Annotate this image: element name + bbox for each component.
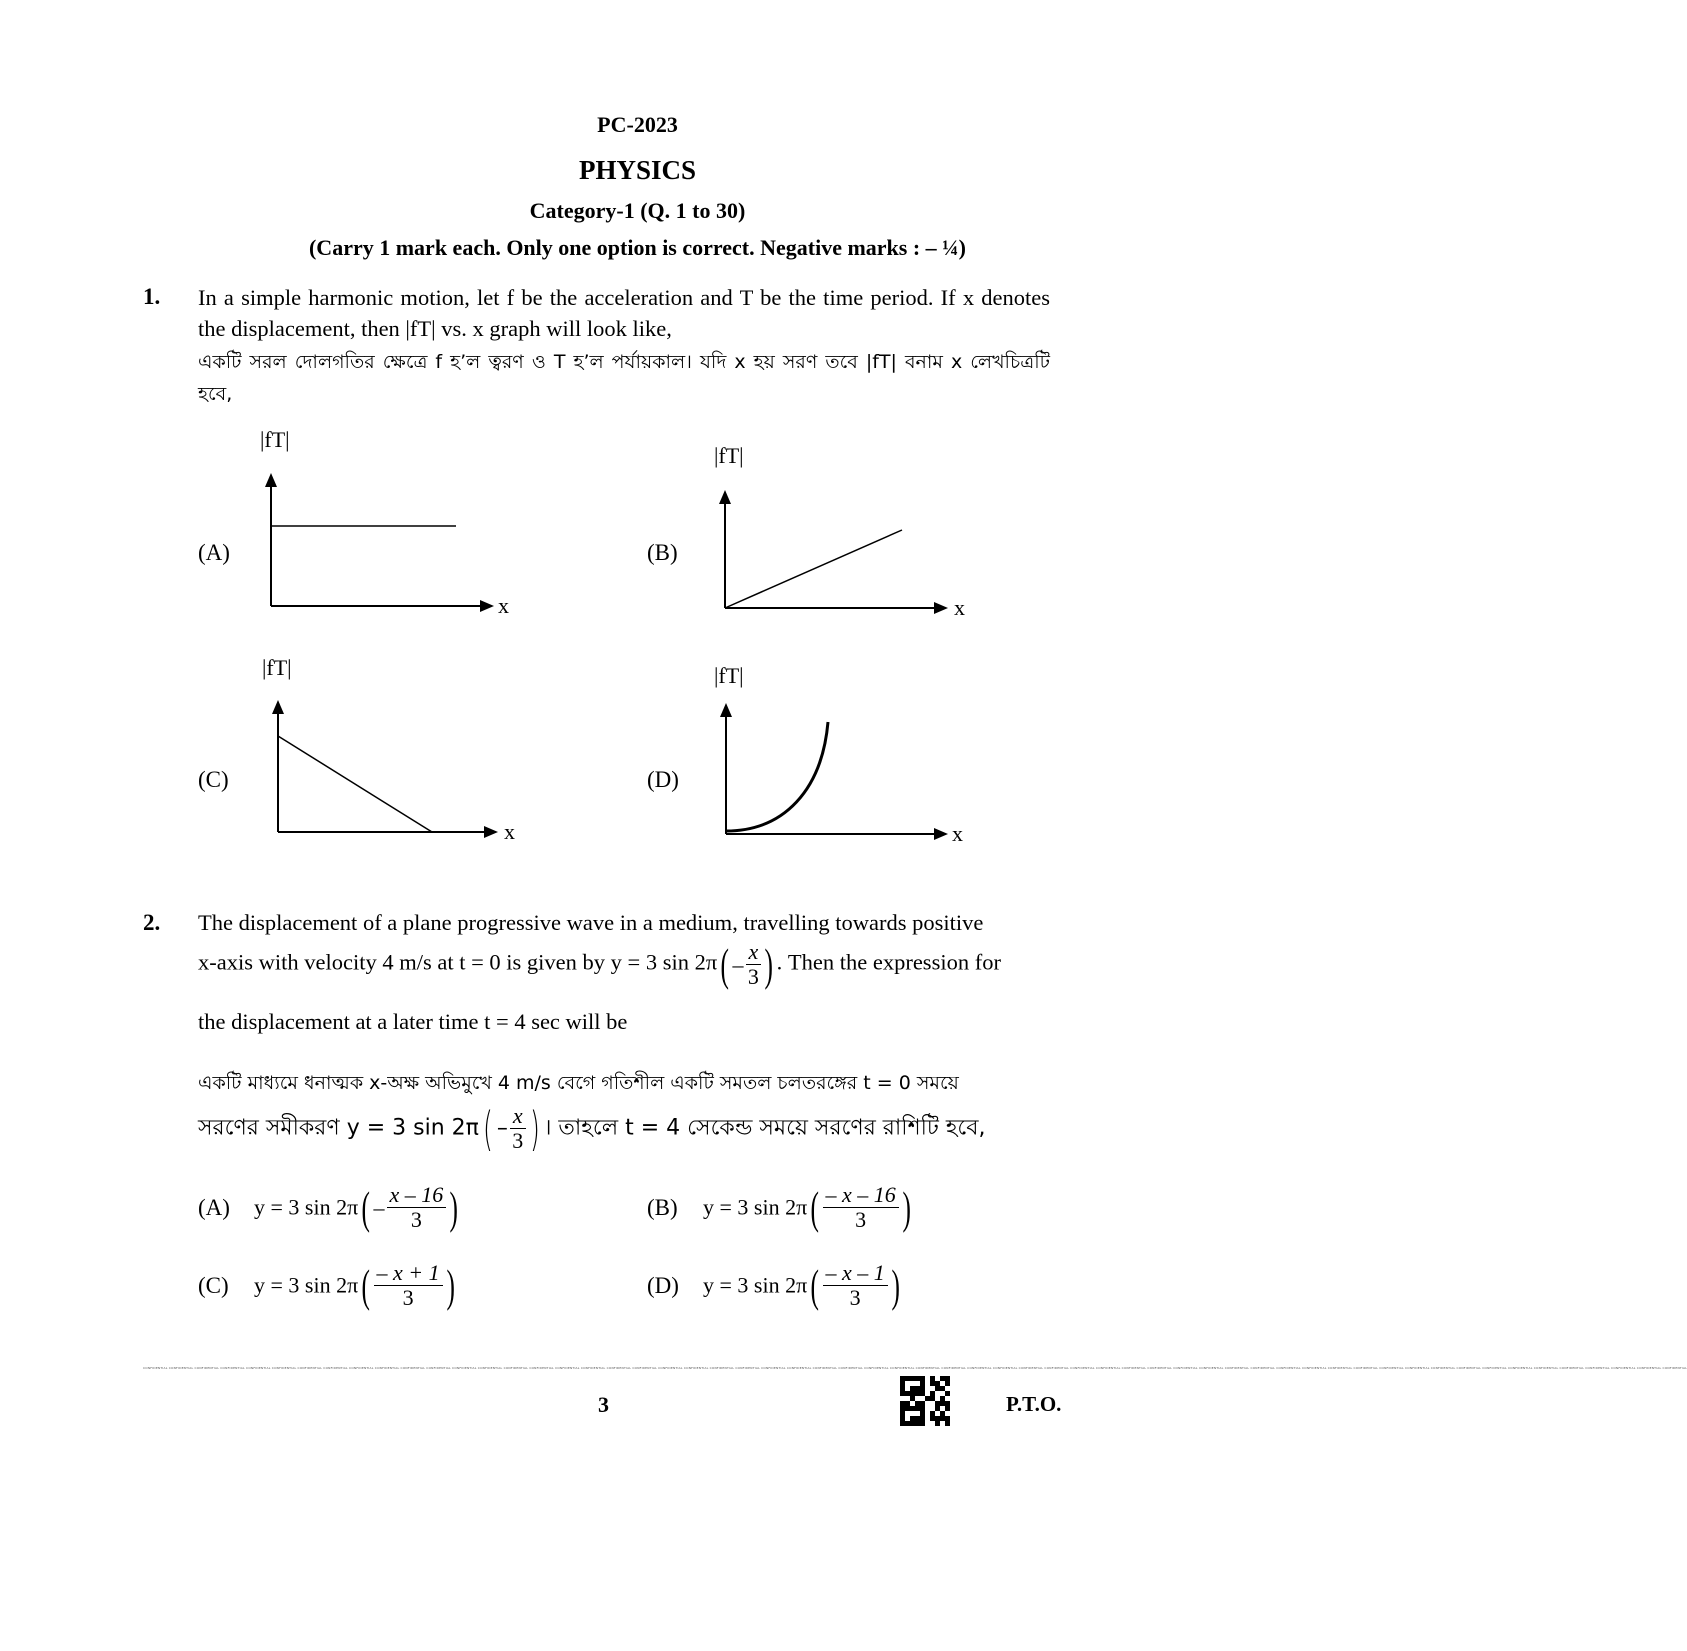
q2-given-open-paren: (	[720, 938, 730, 990]
graph-b-x-label: x	[954, 595, 965, 620]
q2-option-b-close-paren: )	[902, 1181, 911, 1233]
q2-text-bn-line2-b: । তাহলে t = 4 সেকেন্ড সময়ে সরণের রাশিটি হবে,	[543, 1115, 986, 1141]
q2-given-num: x	[746, 940, 762, 965]
graph-d-y-label: |fT|	[714, 663, 744, 688]
graph-c-y-arrow	[272, 700, 284, 714]
q2-text-bn-line2-a: সরণের সমীকরণ y = 3 sin 2π	[198, 1115, 479, 1141]
q2-text-en-line2-a: x-axis with velocity 4 m/s at t = 0 is given by y = 3 sin 2π	[198, 949, 718, 975]
q2-text-en-line2	[198, 940, 1050, 989]
q2-bn-num: x	[510, 1104, 526, 1129]
subject-title: PHYSICS	[578, 155, 697, 185]
q2-option-a-num: x – 16	[387, 1183, 447, 1208]
q2-given-close-paren: )	[764, 938, 774, 990]
q1-graph-a	[240, 425, 520, 625]
q1-graph-d	[694, 660, 974, 850]
q2-option-c-close-paren: )	[446, 1259, 455, 1311]
graph-b-x-arrow	[934, 602, 948, 614]
graph-d-x-label: x	[952, 821, 963, 846]
q2-text-en-line2-b: . Then the expression for	[776, 949, 1001, 975]
q2-bn-den: 3	[512, 1128, 524, 1153]
q2-option-c-prefix: y = 3 sin 2π	[254, 1272, 359, 1298]
graph-c-curve	[278, 736, 432, 832]
q2-option-b-den: 3	[855, 1207, 867, 1232]
q2-text-bn-line1: একটি মাধ্যমে ধনাত্মক x-অক্ষ অভিমুখে 4 m/s বেগে গতিশীল একটি সমতল চলতরঙ্গের t = 0 সময়ে	[198, 1072, 959, 1094]
graph-a-y-label: |fT|	[260, 427, 290, 452]
q2-option-a-sign: –	[373, 1194, 385, 1220]
q2-given-den: 3	[747, 964, 759, 989]
q1-graph-c	[242, 652, 522, 842]
q2-bn-sign: –	[496, 1116, 508, 1141]
graph-c-x-arrow	[484, 826, 498, 838]
confidential-strip: CONFIDENTIAL CONFIDENTIAL CONFIDENTIAL CONFIDENTIAL CONFIDENTIAL CONFIDENTIAL CONFIDENTIAL CONFIDENTIAL CONFIDENTIAL CONFIDENTIAL CONFIDENTIAL CONFIDENTIAL CONFIDENTIAL CONFIDENTIAL CONFIDENTIAL CONFIDENTIAL CONFIDENTIAL CONFIDENTIAL CONFIDENTIAL CONFIDENTIAL CONFIDENTIAL CONFIDENTIAL CONFIDENTIAL CONFIDENTIAL CONFIDENTIAL CONFIDENTIAL CONFIDENTIAL CONFIDENTIAL CONFIDENTIAL CONFIDENTIAL CONFIDENTIAL CONFIDENTIAL CONFIDENTIAL CONFIDENTIAL CONFIDENTIAL CONFIDENTIAL CONFIDENTIAL CONFIDENTIAL CONFIDENTIAL CONFIDENTIAL CONFIDENTIAL CONFIDENTIAL CONFIDENTIAL CONFIDENTIAL CONFIDENTIAL CONFIDENTIAL CONFIDENTIAL CONFIDENTIAL CONFIDENTIAL CONFIDENTIAL CONFIDENTIAL CONFIDENTIAL CONFIDENTIAL CONFIDENTIAL CONFIDENTIAL CONFIDENTIAL CONFIDENTIAL CONFIDENTIAL CONFIDENTIAL CONFIDENTIAL	[143, 1366, 1687, 1370]
graph-b-y-label: |fT|	[714, 443, 744, 468]
q1-graph-b	[694, 440, 974, 630]
graph-c-x-label: x	[504, 819, 515, 844]
q2-option-d-prefix: y = 3 sin 2π	[703, 1272, 808, 1298]
q2-number: 2.	[143, 910, 161, 935]
q2-option-b-num: – x – 16	[823, 1183, 899, 1208]
graph-a-x-label: x	[498, 593, 509, 618]
instructions: (Carry 1 mark each. Only one option is correct. Negative marks : – ¼)	[308, 235, 967, 260]
q2-option-d[interactable]	[647, 1261, 903, 1310]
graph-d-curve	[726, 722, 828, 831]
pto-label: P.T.O.	[1006, 1392, 1062, 1416]
q1-option-c-label[interactable]: (C)	[198, 767, 229, 792]
graph-d-y-arrow	[720, 703, 732, 717]
q2-option-c-den: 3	[402, 1285, 414, 1310]
q1-option-a-label[interactable]: (A)	[198, 540, 230, 565]
graph-d-x-arrow	[934, 828, 948, 840]
q2-option-b[interactable]	[647, 1183, 914, 1232]
q1-option-d-label[interactable]: (D)	[647, 767, 679, 792]
category-heading: Category-1 (Q. 1 to 30)	[529, 198, 746, 223]
q2-text-en-line1: The displacement of a plane progressive wave in a medium, travelling towards positive	[198, 910, 984, 935]
q2-option-d-open-paren: (	[810, 1259, 820, 1311]
q1-text-en: In a simple harmonic motion, let f be the acceleration and T be the time period. If x denotes the displacement, then |fT| vs. x graph will look like,	[198, 285, 1050, 341]
q2-option-a-prefix: y = 3 sin 2π	[254, 1194, 359, 1220]
q2-option-d-num: – x – 1	[823, 1261, 888, 1286]
q2-option-d-fraction	[823, 1261, 888, 1310]
q1-option-b-label[interactable]: (B)	[647, 540, 678, 565]
page-number: 3	[598, 1392, 609, 1417]
qr-code-icon	[900, 1376, 950, 1426]
q1-number: 1.	[143, 284, 161, 309]
q2-given-fraction	[746, 940, 762, 989]
q2-option-d-label: (D)	[647, 1272, 679, 1298]
q2-option-a-label: (A)	[198, 1194, 230, 1220]
graph-b-y-arrow	[719, 490, 731, 504]
q2-option-b-open-paren: (	[810, 1181, 820, 1233]
q2-given-sign: –	[732, 951, 744, 977]
q2-option-a-fraction	[387, 1183, 447, 1232]
q2-option-d-close-paren: )	[891, 1259, 900, 1311]
q2-option-c-fraction	[374, 1261, 443, 1310]
q2-option-c-num: – x + 1	[374, 1261, 443, 1286]
graph-a-y-arrow	[265, 473, 277, 487]
graph-b-curve	[725, 530, 902, 608]
q2-option-a[interactable]	[198, 1183, 462, 1232]
q2-bn-fraction	[510, 1104, 526, 1153]
q2-option-a-den: 3	[410, 1207, 422, 1232]
q2-option-c[interactable]	[198, 1261, 458, 1310]
q1-text-bn: একটি সরল দোলগতির ক্ষেত্রে f হ’ল ত্বরণ ও T হ’ল পর্যায়কাল। যদি x হয় সরণ তবে |fT| বনাম x লেখচিত্রটি হবে,	[198, 351, 1050, 405]
graph-c-y-label: |fT|	[262, 655, 292, 680]
q2-option-b-label: (B)	[647, 1194, 678, 1220]
q2-bn-close-paren: )	[529, 1101, 540, 1156]
q2-option-d-den: 3	[849, 1285, 861, 1310]
q2-option-a-open-paren: (	[361, 1181, 371, 1233]
q2-bn-open-paren: (	[482, 1101, 493, 1156]
q2-option-c-label: (C)	[198, 1272, 229, 1298]
q2-option-b-prefix: y = 3 sin 2π	[703, 1194, 808, 1220]
q2-option-b-fraction	[823, 1183, 899, 1232]
graph-a-x-arrow	[480, 600, 494, 612]
exam-code: PC-2023	[597, 112, 678, 137]
q2-text-bn-line2	[198, 1101, 986, 1156]
q2-option-a-close-paren: )	[449, 1181, 459, 1233]
q2-text-en-line3: the displacement at a later time t = 4 sec will be	[198, 1009, 628, 1034]
q2-option-c-open-paren: (	[361, 1259, 371, 1311]
